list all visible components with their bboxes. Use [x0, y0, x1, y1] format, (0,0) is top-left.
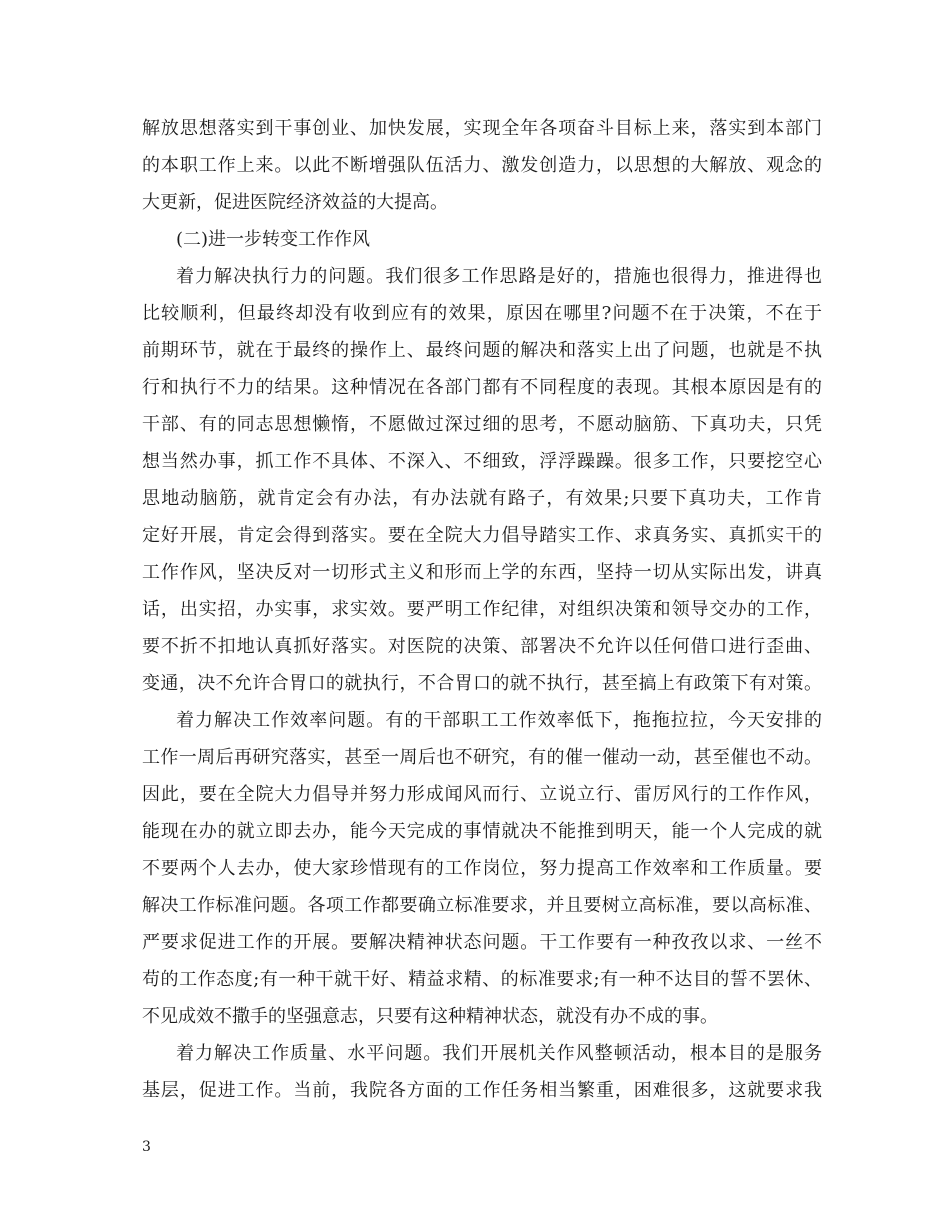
text-line: 工作作风，坚决反对一切形式主义和形而上学的东西，坚持一切从实际出发，讲真 — [142, 562, 822, 583]
text-line: 不见成效不撒手的坚强意志，只要有这种精神状态，就没有办不成的事。 — [142, 1006, 718, 1027]
text-line: 着力解决工作效率问题。有的干部职工工作效率低下，拖拖拉拉，今天安排的 — [176, 710, 822, 731]
text-line: 大更新，促进医院经济效益的大提高。 — [142, 192, 448, 213]
text-line: 工作一周后再研究落实，甚至一周后也不研究，有的催一催动一动，甚至催也不动。 — [142, 747, 822, 768]
text-line: 定好开展，肯定会得到落实。要在全院大力倡导踏实工作、求真务实、真抓实干的 — [142, 525, 822, 546]
text-line: 严要求促进工作的开展。要解决精神状态问题。干工作要有一种孜孜以求、一丝不 — [142, 932, 822, 953]
text-line: 要不折不扣地认真抓好落实。对医院的决策、部署决不允许以任何借口进行歪曲、 — [142, 636, 822, 657]
page-number: 3 — [142, 1139, 151, 1155]
text-line: 解放思想落实到干事创业、加快发展，实现全年各项奋斗目标上来，落实到本部门 — [142, 118, 822, 139]
text-line: 不要两个人去办，使大家珍惜现有的工作岗位，努力提高工作效率和工作质量。要 — [142, 858, 822, 879]
text-line: 想当然办事，抓工作不具体、不深入、不细致，浮浮躁躁。很多工作，只要挖空心 — [142, 451, 822, 472]
text-line: 比较顺利，但最终却没有收到应有的效果，原因在哪里?问题不在于决策，不在于 — [142, 303, 822, 324]
text-line: 着力解决工作质量、水平问题。我们开展机关作风整顿活动，根本目的是服务 — [176, 1043, 822, 1064]
text-line: 着力解决执行力的问题。我们很多工作思路是好的，措施也很得力，推进得也 — [176, 266, 822, 287]
text-line: 干部、有的同志思想懒惰，不愿做过深过细的思考，不愿动脑筋、下真功夫，只凭 — [142, 414, 822, 435]
text-line: 苟的工作态度;有一种干就干好、精益求精、的标准要求;有一种不达目的誓不罢休、 — [142, 969, 822, 990]
section-heading: (二)进一步转变工作作风 — [176, 229, 371, 250]
text-line: 基层，促进工作。当前，我院各方面的工作任务相当繁重，困难很多，这就要求我 — [142, 1080, 822, 1101]
text-line: 前期环节，就在于最终的操作上、最终问题的解决和落实上出了问题，也就是不执 — [142, 340, 822, 361]
text-line: 话，出实招，办实事，求实效。要严明工作纪律，对组织决策和领导交办的工作， — [142, 599, 822, 620]
text-line: 变通，决不允许合胃口的就执行，不合胃口的就不执行，甚至搞上有政策下有对策。 — [142, 673, 822, 694]
text-line: 因此，要在全院大力倡导并努力形成闻风而行、立说立行、雷厉风行的工作作风， — [142, 784, 822, 805]
text-line: 解决工作标准问题。各项工作都要确立标准要求，并且要树立高标准，要以高标准、 — [142, 895, 822, 916]
text-line: 能现在办的就立即去办，能今天完成的事情就决不能推到明天，能一个人完成的就 — [142, 821, 822, 842]
text-line: 思地动脑筋，就肯定会有办法，有办法就有路子，有效果;只要下真功夫，工作肯 — [142, 488, 822, 509]
text-line: 的本职工作上来。以此不断增强队伍活力、激发创造力，以思想的大解放、观念的 — [142, 155, 822, 176]
text-line: 行和执行不力的结果。这种情况在各部门都有不同程度的表现。其根本原因是有的 — [142, 377, 822, 398]
